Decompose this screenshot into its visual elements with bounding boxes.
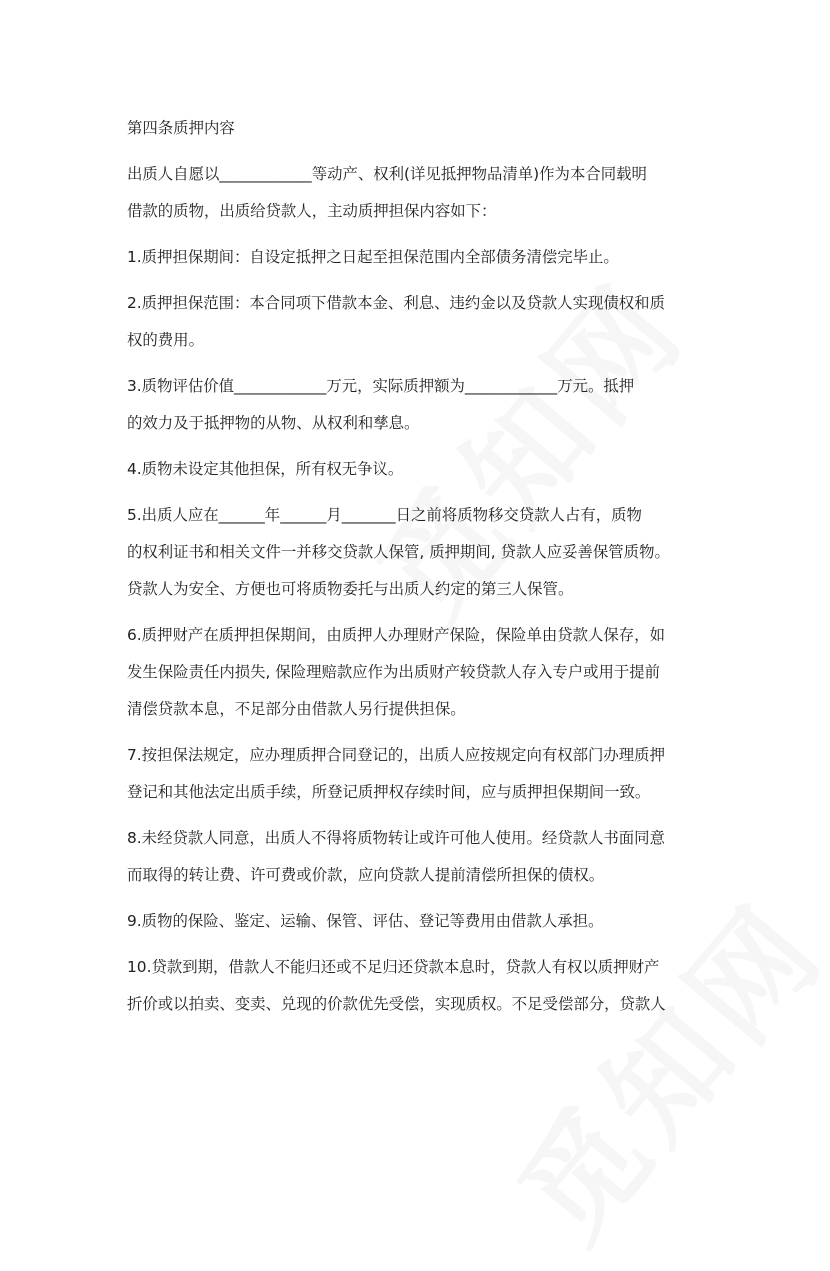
paragraph-p-3 [127, 368, 712, 442]
text-line: 折价或以拍卖、变卖、兑现的价款优先受偿，实现质权。不足受偿部分，贷款人 [127, 995, 666, 1013]
text-line: 权的费用。 [127, 331, 204, 349]
text-line: 4.质物未设定其他担保，所有权无争议。 [127, 460, 404, 478]
text-line: 清偿贷款本息，不足部分由借款人另行提供担保。 [127, 700, 466, 718]
text-line: 借款的质物，出质给贷款人，主动质押担保内容如下： [127, 202, 497, 220]
paragraph-p-9 [127, 903, 712, 940]
paragraph-p-4 [127, 451, 712, 488]
text-line: 的权利证书和相关文件一并移交贷款人保管, 质押期间, 贷款人应妥善保管质物。 [127, 543, 670, 561]
text-line: 5.出质人应在______年______月_______日之前将质物移交贷款人占有，质物 [127, 506, 642, 524]
text-line: 的效力及于抵押物的从物、从权利和孳息。 [127, 414, 420, 432]
text-line: 而取得的转让费、许可费或价款，应向贷款人提前清偿所担保的债权。 [127, 866, 605, 884]
text-line: 7.按担保法规定，应办理质押合同登记的，出质人应按规定向有权部门办理质押 [127, 746, 665, 764]
text-line: 1.质押担保期间：自设定抵押之日起至担保范围内全部债务清偿完毕止。 [127, 248, 619, 266]
text-line: 登记和其他法定出质手续，所登记质押权存续时间，应与质押担保期间一致。 [127, 783, 651, 801]
text-line: 8.未经贷款人同意，出质人不得将质物转让或许可他人使用。经贷款人书面同意 [127, 829, 665, 847]
paragraph-p-1 [127, 239, 712, 276]
paragraph-p-2 [127, 285, 712, 359]
text-line: 第四条质押内容 [127, 119, 235, 137]
section-heading [127, 110, 712, 147]
paragraph-p-8 [127, 820, 712, 894]
paragraph-p-10 [127, 949, 712, 1023]
document-body [127, 110, 712, 1023]
text-line: 9.质物的保险、鉴定、运输、保管、评估、登记等费用由借款人承担。 [127, 912, 604, 930]
text-line: 2.质押担保范围：本合同项下借款本金、利息、违约金以及贷款人实现债权和质 [127, 294, 665, 312]
text-line: 6.质押财产在质押担保期间，由质押人办理财产保险，保险单由贷款人保存，如 [127, 626, 665, 644]
text-line: 10.贷款到期，借款人不能归还或不足归还贷款本息时，贷款人有权以质押财产 [127, 958, 660, 976]
paragraph-p-7 [127, 737, 712, 811]
text-line: 贷款人为安全、方便也可将质物委托与出质人约定的第三人保管。 [127, 580, 574, 598]
paragraph-p-intro [127, 156, 712, 230]
text-line: 3.质物评估价值____________万元，实际质押额为____________万元。抵押 [127, 377, 635, 395]
text-line: 发生保险责任内损失, 保险理赔款应作为出质财产较贷款人存入专户或用于提前 [127, 663, 661, 681]
paragraph-p-6 [127, 617, 712, 728]
paragraph-p-5 [127, 497, 712, 608]
text-line: 出质人自愿以____________等动产、权利(详见抵押物品清单)作为本合同载明 [127, 165, 647, 183]
